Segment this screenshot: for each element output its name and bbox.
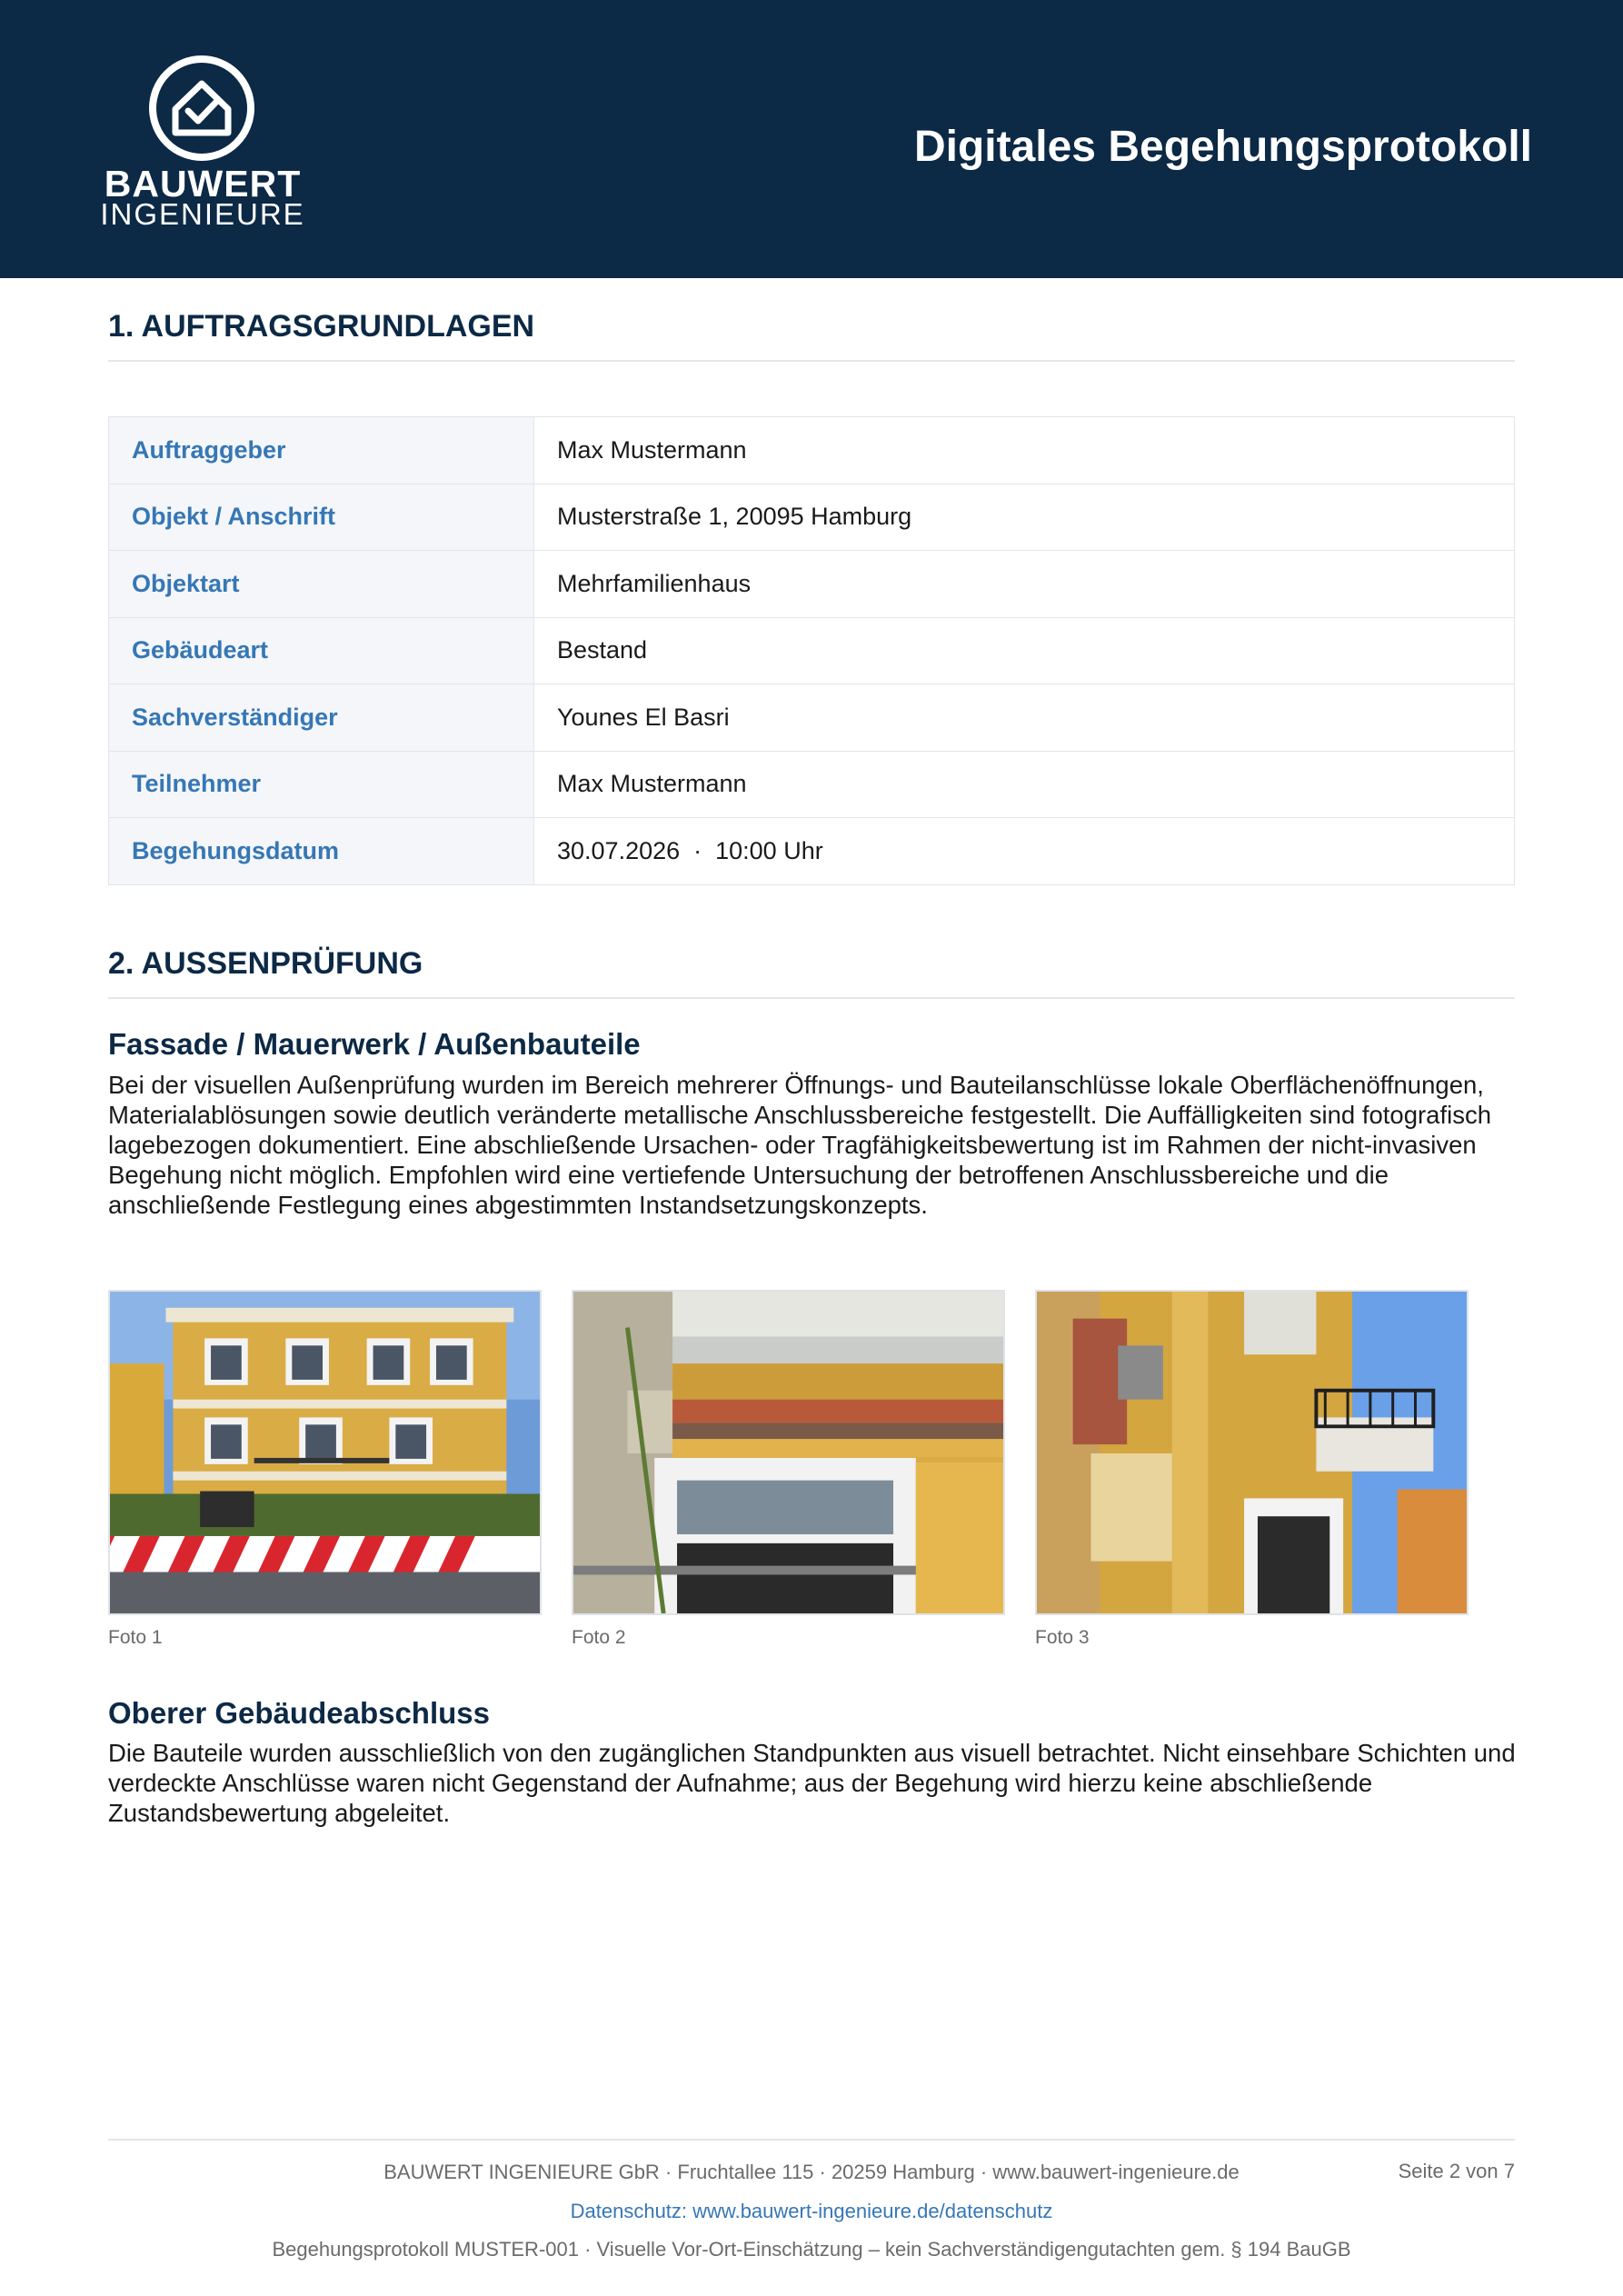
row-label: Teilnehmer: [109, 751, 534, 818]
photo-1[interactable]: [108, 1290, 542, 1615]
balcony-corner-damage-photo-icon: [1037, 1292, 1467, 1613]
row-label: Sachverständiger: [109, 684, 534, 752]
logo-wordmark-line1: BAUWERT: [104, 163, 302, 205]
photo-3[interactable]: [1035, 1290, 1469, 1615]
row-value: Max Mustermann: [534, 751, 1515, 818]
subheading-gebaeudeabschluss: Oberer Gebäudeabschluss: [108, 1696, 490, 1730]
table-row: [109, 751, 1515, 818]
row-value: Younes El Basri: [534, 684, 1515, 752]
section-title-auftragsgrundlagen: 1. AUFTRAGSGRUNDLAGEN: [108, 307, 1515, 362]
photo-caption: Foto 3: [1035, 1627, 1090, 1648]
row-label: Objektart: [109, 551, 534, 618]
photo-caption: Foto 1: [108, 1627, 163, 1648]
building-facade-photo-icon: [110, 1292, 540, 1613]
logo-wordmark-line2: INGENIEURE: [100, 197, 305, 231]
photo-2[interactable]: [572, 1290, 1005, 1615]
paragraph-fassade: Bei der visuellen Außenprüfung wurden im Bereich mehrerer Öffnungs- und Bauteilanschlüsse lokale Oberflächenöffnungen, Materialablösungen sowie deutlich veränderte metallische Anschlussbereiche festgestellt. Die Auffälligkeiten sind fotografisch lagebezogen dokumentiert. Eine abschließende Ursachen- oder Tragfähigkeitsbewertung ist im Rahmen der nicht-invasiven Begehung nicht möglich. Empfohlen wird eine vertiefende Untersuchung der betroffenen Anschlussbereiche und die anschließende Festlegung eines abgestimmten Instandsetzungskonzepts.: [108, 1071, 1492, 1219]
row-value: Bestand: [534, 617, 1515, 684]
paragraph-gebaeudeabschluss: Die Bauteile wurden ausschließlich von den zugänglichen Standpunkten aus visuell betrachtet. Nicht einsehbare Schichten und verdeckte Anschlüsse waren nicht Gegenstand der Aufnahme; aus der Begehung wird hierzu keine abschließende Zustandsbewertung abgeleitet.: [108, 1739, 1516, 1827]
row-value: Musterstraße 1, 20095 Hamburg: [534, 484, 1515, 551]
row-label: Auftraggeber: [109, 417, 534, 484]
window-lintel-damage-photo-icon: [573, 1292, 1003, 1613]
row-label: Objekt / Anschrift: [109, 484, 534, 551]
subheading-fassade: Fassade / Mauerwerk / Außenbauteile: [108, 1027, 641, 1061]
footer-disclaimer: Begehungsprotokoll MUSTER-001 · Visuelle Vor-Ort-Einschätzung – kein Sachverständigengutachten gem. § 194 BauGB: [272, 2238, 1351, 2261]
info-table: [108, 416, 1515, 885]
footer-privacy-link[interactable]: Datenschutz: www.bauwert-ingenieure.de/datenschutz: [570, 2200, 1053, 2222]
footer-company-line: BAUWERT INGENIEURE GbR · Fruchtallee 115 · 20259 Hamburg · www.bauwert-ingenieure.de: [383, 2161, 1240, 2183]
company-logo: [98, 55, 307, 236]
document-title: Digitales Begehungsprotokoll: [913, 123, 1532, 171]
table-row: [109, 617, 1515, 684]
page-number: Seite 2 von 7: [1398, 2160, 1515, 2182]
row-label: Gebäudeart: [109, 617, 534, 684]
table-row: [109, 484, 1515, 551]
footer-divider: [108, 2139, 1515, 2141]
table-row: [109, 551, 1515, 618]
row-value: Max Mustermann: [534, 417, 1515, 484]
row-value: 30.07.2026 · 10:00 Uhr: [534, 818, 1515, 885]
section-title-aussenpruefung: 2. AUSSENPRÜFUNG: [108, 944, 1515, 999]
row-label: Begehungsdatum: [109, 818, 534, 885]
row-value: Mehrfamilienhaus: [534, 551, 1515, 618]
table-row: [109, 417, 1515, 484]
photo-caption: Foto 2: [572, 1627, 626, 1648]
table-row: [109, 818, 1515, 885]
header-banner: [0, 0, 1623, 278]
house-check-icon: [148, 55, 255, 162]
table-row: [109, 684, 1515, 752]
